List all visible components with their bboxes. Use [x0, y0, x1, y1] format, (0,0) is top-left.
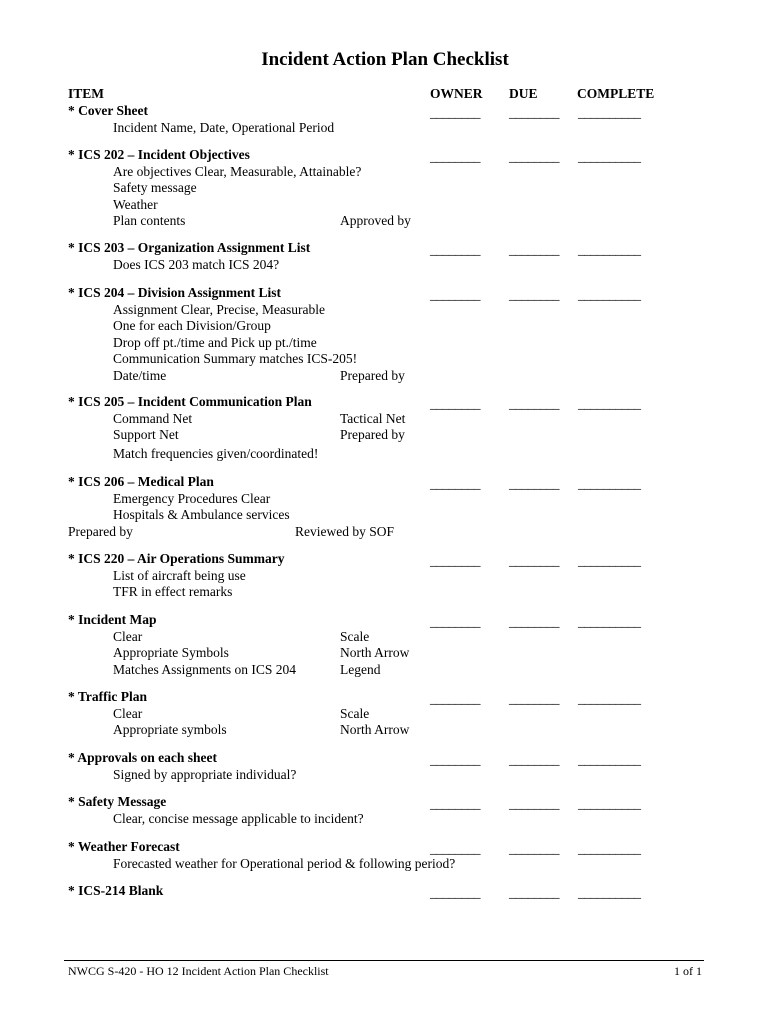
complete-blank[interactable]: __________ [578, 553, 641, 568]
item-detail: Safety message [113, 180, 197, 195]
item-column-header: ITEM [68, 86, 105, 101]
signoff-label: Prepared by [68, 523, 133, 539]
complete-blank[interactable]: __________ [578, 149, 641, 164]
checklist-section [68, 839, 708, 872]
footer-page-number: 1 of 1 [674, 964, 702, 978]
complete-column-header: COMPLETE [577, 86, 655, 101]
checklist-line [68, 368, 708, 385]
item-detail: Drop off pt./time and Pick up pt./time [113, 334, 317, 350]
owner-blank[interactable]: ________ [430, 105, 480, 120]
owner-blank[interactable]: ________ [430, 287, 480, 302]
section-heading: * Cover Sheet [68, 103, 148, 118]
due-blank[interactable]: ________ [509, 841, 559, 856]
item-detail: Assignment Clear, Precise, Measurable [113, 301, 326, 317]
item-detail: Signed by appropriate individual? [113, 766, 297, 782]
checklist-line [68, 645, 708, 662]
checklist-line [68, 335, 708, 352]
checklist-section [68, 240, 708, 273]
complete-blank[interactable]: __________ [578, 105, 641, 120]
item-detail: Clear [113, 705, 143, 721]
complete-blank[interactable]: __________ [578, 841, 641, 856]
due-blank[interactable]: ________ [509, 553, 559, 568]
owner-blank[interactable]: ________ [430, 752, 480, 767]
item-detail: Are objectives Clear, Measurable, Attainable? [113, 163, 362, 179]
item-detail: Plan contents [113, 213, 186, 228]
section-heading: * Weather Forecast [68, 839, 180, 854]
item-detail: Command Net [113, 410, 193, 426]
complete-blank[interactable]: __________ [578, 691, 641, 706]
checklist-line [68, 507, 708, 524]
signoff-label: Prepared by [340, 367, 405, 383]
complete-blank[interactable]: __________ [578, 885, 641, 900]
checklist-section [68, 103, 708, 136]
signoff-label: North Arrow [340, 722, 410, 737]
checklist-line [68, 318, 708, 335]
due-blank[interactable]: ________ [509, 752, 559, 767]
owner-column-header: OWNER [430, 86, 483, 101]
item-detail: Matches Assignments on ICS 204 [113, 661, 297, 677]
item-detail: Match frequencies given/coordinated! [113, 445, 319, 461]
section-heading: * ICS 206 – Medical Plan [68, 474, 214, 489]
checklist-line [68, 257, 708, 274]
due-blank[interactable]: ________ [509, 242, 559, 257]
footer-divider [64, 960, 704, 961]
checklist-line [68, 524, 708, 541]
checklist-section [68, 394, 708, 462]
owner-blank[interactable]: ________ [430, 841, 480, 856]
complete-blank[interactable]: __________ [578, 396, 641, 411]
checklist-section [68, 285, 708, 384]
checklist-line [68, 491, 708, 508]
checklist-line [68, 662, 708, 679]
complete-blank[interactable]: __________ [578, 287, 641, 302]
checklist-line [68, 722, 708, 739]
checklist-section [68, 689, 708, 739]
due-column-header: DUE [509, 86, 538, 101]
signoff-label: Scale [340, 628, 370, 644]
item-detail: Clear [113, 628, 143, 644]
checklist-section [68, 750, 708, 783]
item-detail: Support Net [113, 427, 179, 442]
signoff-label: Prepared by [340, 427, 405, 442]
checklist-line [68, 706, 708, 723]
signoff-label: Tactical Net [340, 410, 406, 426]
checklist-line [68, 856, 708, 873]
item-detail: Does ICS 203 match ICS 204? [113, 256, 280, 272]
section-heading: * ICS 203 – Organization Assignment List [68, 240, 311, 255]
due-blank[interactable]: ________ [509, 105, 559, 120]
section-heading: * Traffic Plan [68, 689, 147, 704]
checklist-line [68, 411, 708, 428]
checklist-line [68, 629, 708, 646]
owner-blank[interactable]: ________ [430, 796, 480, 811]
due-blank[interactable]: ________ [509, 885, 559, 900]
checklist-line [68, 811, 708, 828]
item-detail: List of aircraft being use [113, 567, 246, 583]
item-detail: Appropriate symbols [113, 722, 227, 737]
owner-blank[interactable]: ________ [430, 614, 480, 629]
due-blank[interactable]: ________ [509, 149, 559, 164]
item-detail: TFR in effect remarks [113, 584, 233, 599]
checklist-line [68, 584, 708, 601]
checklist-section [68, 794, 708, 827]
owner-blank[interactable]: ________ [430, 691, 480, 706]
checklist-line [68, 351, 708, 368]
checklist-section [68, 612, 708, 678]
complete-blank[interactable]: __________ [578, 614, 641, 629]
section-heading: * ICS-214 Blank [68, 883, 164, 898]
due-blank[interactable]: ________ [509, 796, 559, 811]
owner-blank[interactable]: ________ [430, 242, 480, 257]
due-blank[interactable]: ________ [509, 614, 559, 629]
page-title: Incident Action Plan Checklist [261, 49, 509, 70]
due-blank[interactable]: ________ [509, 287, 559, 302]
signoff-label: Scale [340, 705, 370, 721]
signoff-label: Reviewed by SOF [295, 523, 394, 539]
signoff-label: North Arrow [340, 645, 410, 660]
checklist-line [68, 180, 708, 197]
section-heading: * ICS 205 – Incident Communication Plan [68, 394, 312, 409]
item-detail: Incident Name, Date, Operational Period [113, 119, 335, 135]
checklist-line [68, 302, 708, 319]
complete-blank[interactable]: __________ [578, 752, 641, 767]
checklist-line [68, 213, 708, 230]
checklist-line [68, 197, 708, 214]
owner-blank[interactable]: ________ [430, 149, 480, 164]
signoff-label: Legend [340, 661, 381, 677]
complete-blank[interactable]: __________ [578, 476, 641, 491]
checklist-line [68, 164, 708, 181]
footer-document-id: NWCG S-420 - HO 12 Incident Action Plan Checklist [68, 964, 329, 978]
section-heading: * ICS 202 – Incident Objectives [68, 147, 250, 162]
complete-blank[interactable]: __________ [578, 242, 641, 257]
section-heading: * ICS 204 – Division Assignment List [68, 285, 282, 300]
item-detail: Date/time [113, 367, 167, 383]
checklist-line [68, 446, 708, 463]
checklist-section [68, 551, 708, 601]
checklist-line [68, 568, 708, 585]
checklist-line [68, 120, 708, 137]
checklist-line [68, 767, 708, 784]
checklist-line [68, 427, 708, 444]
section-heading: * Approvals on each sheet [68, 750, 218, 765]
signoff-label: Approved by [340, 213, 411, 228]
item-detail: Appropriate Symbols [113, 645, 229, 660]
due-blank[interactable]: ________ [509, 396, 559, 411]
item-detail: Hospitals & Ambulance services [113, 507, 290, 522]
item-detail: Clear, concise message applicable to incident? [113, 810, 364, 826]
owner-blank[interactable]: ________ [430, 553, 480, 568]
item-detail: Communication Summary matches ICS-205! [113, 351, 358, 366]
item-detail: Forecasted weather for Operational period & following period? [113, 855, 456, 871]
checklist-section [68, 147, 708, 230]
complete-blank[interactable]: __________ [578, 796, 641, 811]
due-blank[interactable]: ________ [509, 476, 559, 491]
owner-blank[interactable]: ________ [430, 396, 480, 411]
item-detail: Weather [113, 196, 158, 212]
section-heading: * ICS 220 – Air Operations Summary [68, 551, 285, 566]
item-detail: Emergency Procedures Clear [113, 490, 271, 506]
owner-blank[interactable]: ________ [430, 885, 480, 900]
due-blank[interactable]: ________ [509, 691, 559, 706]
item-detail: One for each Division/Group [113, 318, 271, 333]
section-heading: * Safety Message [68, 794, 167, 809]
owner-blank[interactable]: ________ [430, 476, 480, 491]
checklist-section [68, 474, 708, 540]
checklist-section [68, 883, 708, 900]
section-heading: * Incident Map [68, 612, 157, 627]
